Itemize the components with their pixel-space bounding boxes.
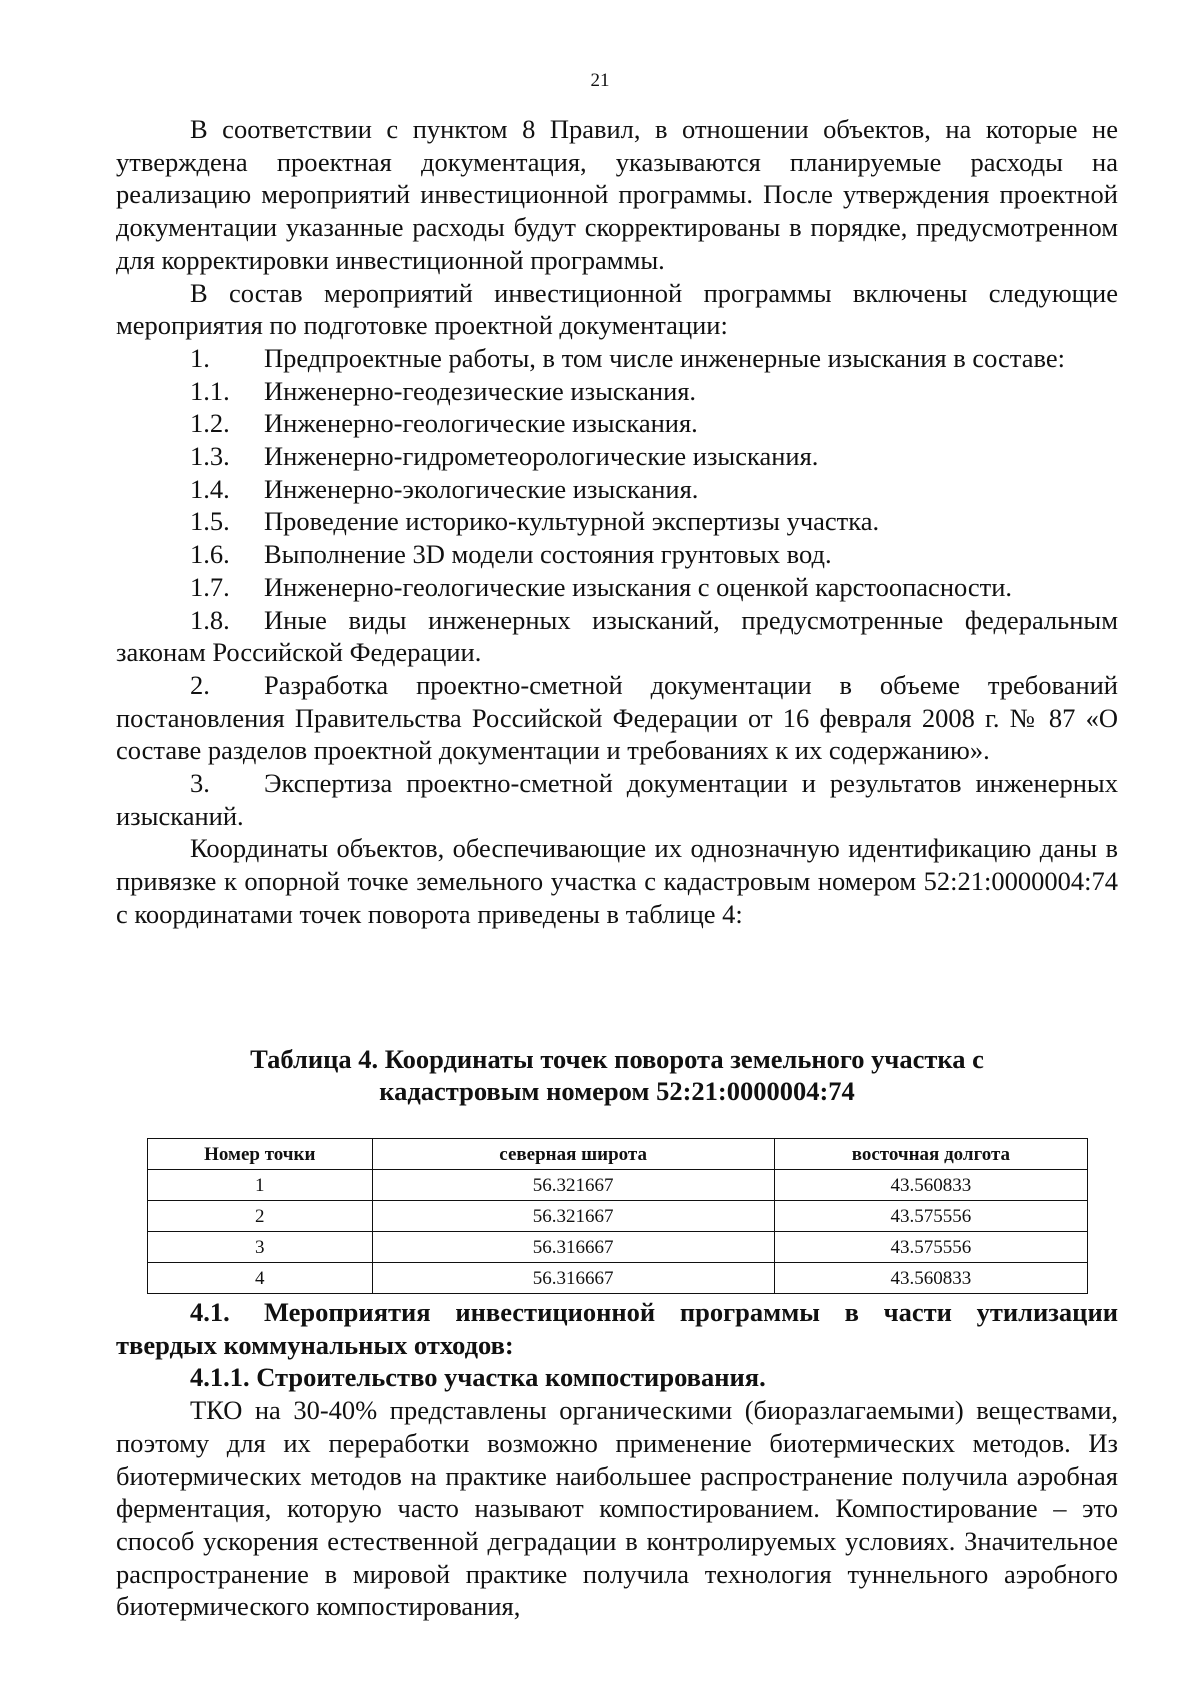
column-header-latitude: северная широта (372, 1139, 774, 1170)
cell-latitude: 56.316667 (372, 1232, 774, 1263)
cell-point-number: 3 (148, 1232, 373, 1263)
list-item-number: 3. (190, 768, 210, 799)
list-item-number: 2. (190, 669, 210, 700)
paragraph-activities-intro: В состав мероприятий инвестиционной программы включены следующие мероприятия по подготовке проектной документации: (116, 277, 1118, 341)
list-item-number: 1. (190, 342, 210, 373)
table-header-row (148, 1139, 1088, 1170)
list-item (116, 767, 1118, 832)
list-item (116, 342, 1118, 375)
list-item-text: Разработка проектно-сметной документации в объеме требований постановления Правительства Российской Федерации от 16 февраля 2008 г. № 87 «О составе разделов проектной документации и требованиях к их содержанию». (116, 669, 1118, 766)
table-row (148, 1263, 1088, 1294)
list-item-text: Инженерно-геологические изыскания с оценкой карстоопасности. (264, 571, 1013, 602)
list-item (116, 538, 1118, 571)
list-item (116, 604, 1118, 669)
list-item-text: Инженерно-экологические изыскания. (264, 473, 699, 504)
column-header-point-number: Номер точки (148, 1139, 373, 1170)
list-item-text: Проведение историко-культурной экспертизы участка. (264, 506, 880, 537)
coordinates-table (147, 1138, 1088, 1294)
list-item-text: Инженерно-геологические изыскания. (264, 408, 698, 439)
list-item (116, 407, 1118, 440)
list-item-number: 1.3. (190, 441, 230, 472)
list-item (116, 669, 1118, 767)
cell-point-number: 1 (148, 1170, 373, 1201)
cell-latitude: 56.316667 (372, 1263, 774, 1294)
subsection-heading: 4.1.1. Строительство участка компостирования. (190, 1362, 766, 1393)
section-4-1 (116, 1296, 1118, 1623)
list-item-number: 1.4. (190, 473, 230, 504)
list-item-text: Инженерно-геодезические изыскания. (264, 375, 697, 406)
list-item (116, 571, 1118, 604)
list-item-text: Предпроектные работы, в том числе инженерные изыскания в составе: (264, 342, 1065, 373)
table-caption-line: кадастровым номером 52:21:0000004:74 (379, 1076, 855, 1106)
cell-latitude: 56.321667 (372, 1170, 774, 1201)
list-item-number: 1.7. (190, 571, 230, 602)
list-item (116, 505, 1118, 538)
list-item (116, 375, 1118, 408)
list-item-text: Иные виды инженерных изысканий, предусмотренные федеральным законам Российской Федерации. (116, 604, 1118, 668)
cell-longitude: 43.575556 (774, 1201, 1087, 1232)
table-caption (116, 1043, 1118, 1107)
main-body (116, 113, 1118, 931)
list-item-number: 1.1. (190, 375, 230, 406)
list-item-number: 1.2. (190, 408, 230, 439)
paragraph-composting: ТКО на 30-40% представлены органическими (биоразлагаемыми) веществами, поэтому для их переработки возможно применение биотермических методов. Из биотермических методов на практике наибольшее распространение получила аэробная ферментация, которую часто называют компостированием. Компостирование – это способ ускорения естественной деградации в контролируемых условиях. Значительное распространение в мировой практике получила технология туннельного аэробного биотермического компостирования, (116, 1395, 1118, 1622)
list-item-number: 1.8. (190, 604, 230, 635)
page-number: 21 (590, 70, 610, 91)
cell-longitude: 43.575556 (774, 1232, 1087, 1263)
cell-point-number: 4 (148, 1263, 373, 1294)
column-header-longitude: восточная долгота (774, 1139, 1087, 1170)
paragraph-coordinates: Координаты объектов, обеспечивающие их однозначную идентификацию даны в привязке к опорной точке земельного участка с кадастровым номером 52:21:0000004:74 с координатами точек поворота приведены в таблице 4: (116, 833, 1118, 929)
list-item-text: Экспертиза проектно-сметной документации и результатов инженерных изысканий. (116, 768, 1118, 831)
list-item-text: Выполнение 3D модели состояния грунтовых вод. (264, 539, 832, 570)
paragraph-project-costs: В соответствии с пунктом 8 Правил, в отношении объектов, на которые не утверждена проектная документация, указываются планируемые расходы на реализацию мероприятий инвестиционной программы. После утверждения проектной документации указанные расходы будут скорректированы в порядке, предусмотренном для корректировки инвестиционной программы. (116, 114, 1118, 275)
table-caption-line: Таблица 4. Координаты точек поворота земельного участка с (250, 1044, 984, 1074)
cell-point-number: 2 (148, 1201, 373, 1232)
list-item-number: 1.6. (190, 539, 230, 570)
section-heading (116, 1296, 1118, 1361)
list-item-text: Инженерно-гидрометеорологические изыскания. (264, 441, 819, 472)
table-row (148, 1232, 1088, 1263)
list-item (116, 440, 1118, 473)
table-row (148, 1201, 1088, 1232)
cell-longitude: 43.560833 (774, 1263, 1087, 1294)
cell-longitude: 43.560833 (774, 1170, 1087, 1201)
section-heading-text: Мероприятия инвестиционной программы в части утилизации твердых коммунальных отходов: (116, 1297, 1118, 1360)
list-item (116, 473, 1118, 506)
table-row (148, 1170, 1088, 1201)
list-item-number: 1.5. (190, 506, 230, 537)
section-heading-number: 4.1. (190, 1297, 230, 1327)
cell-latitude: 56.321667 (372, 1201, 774, 1232)
